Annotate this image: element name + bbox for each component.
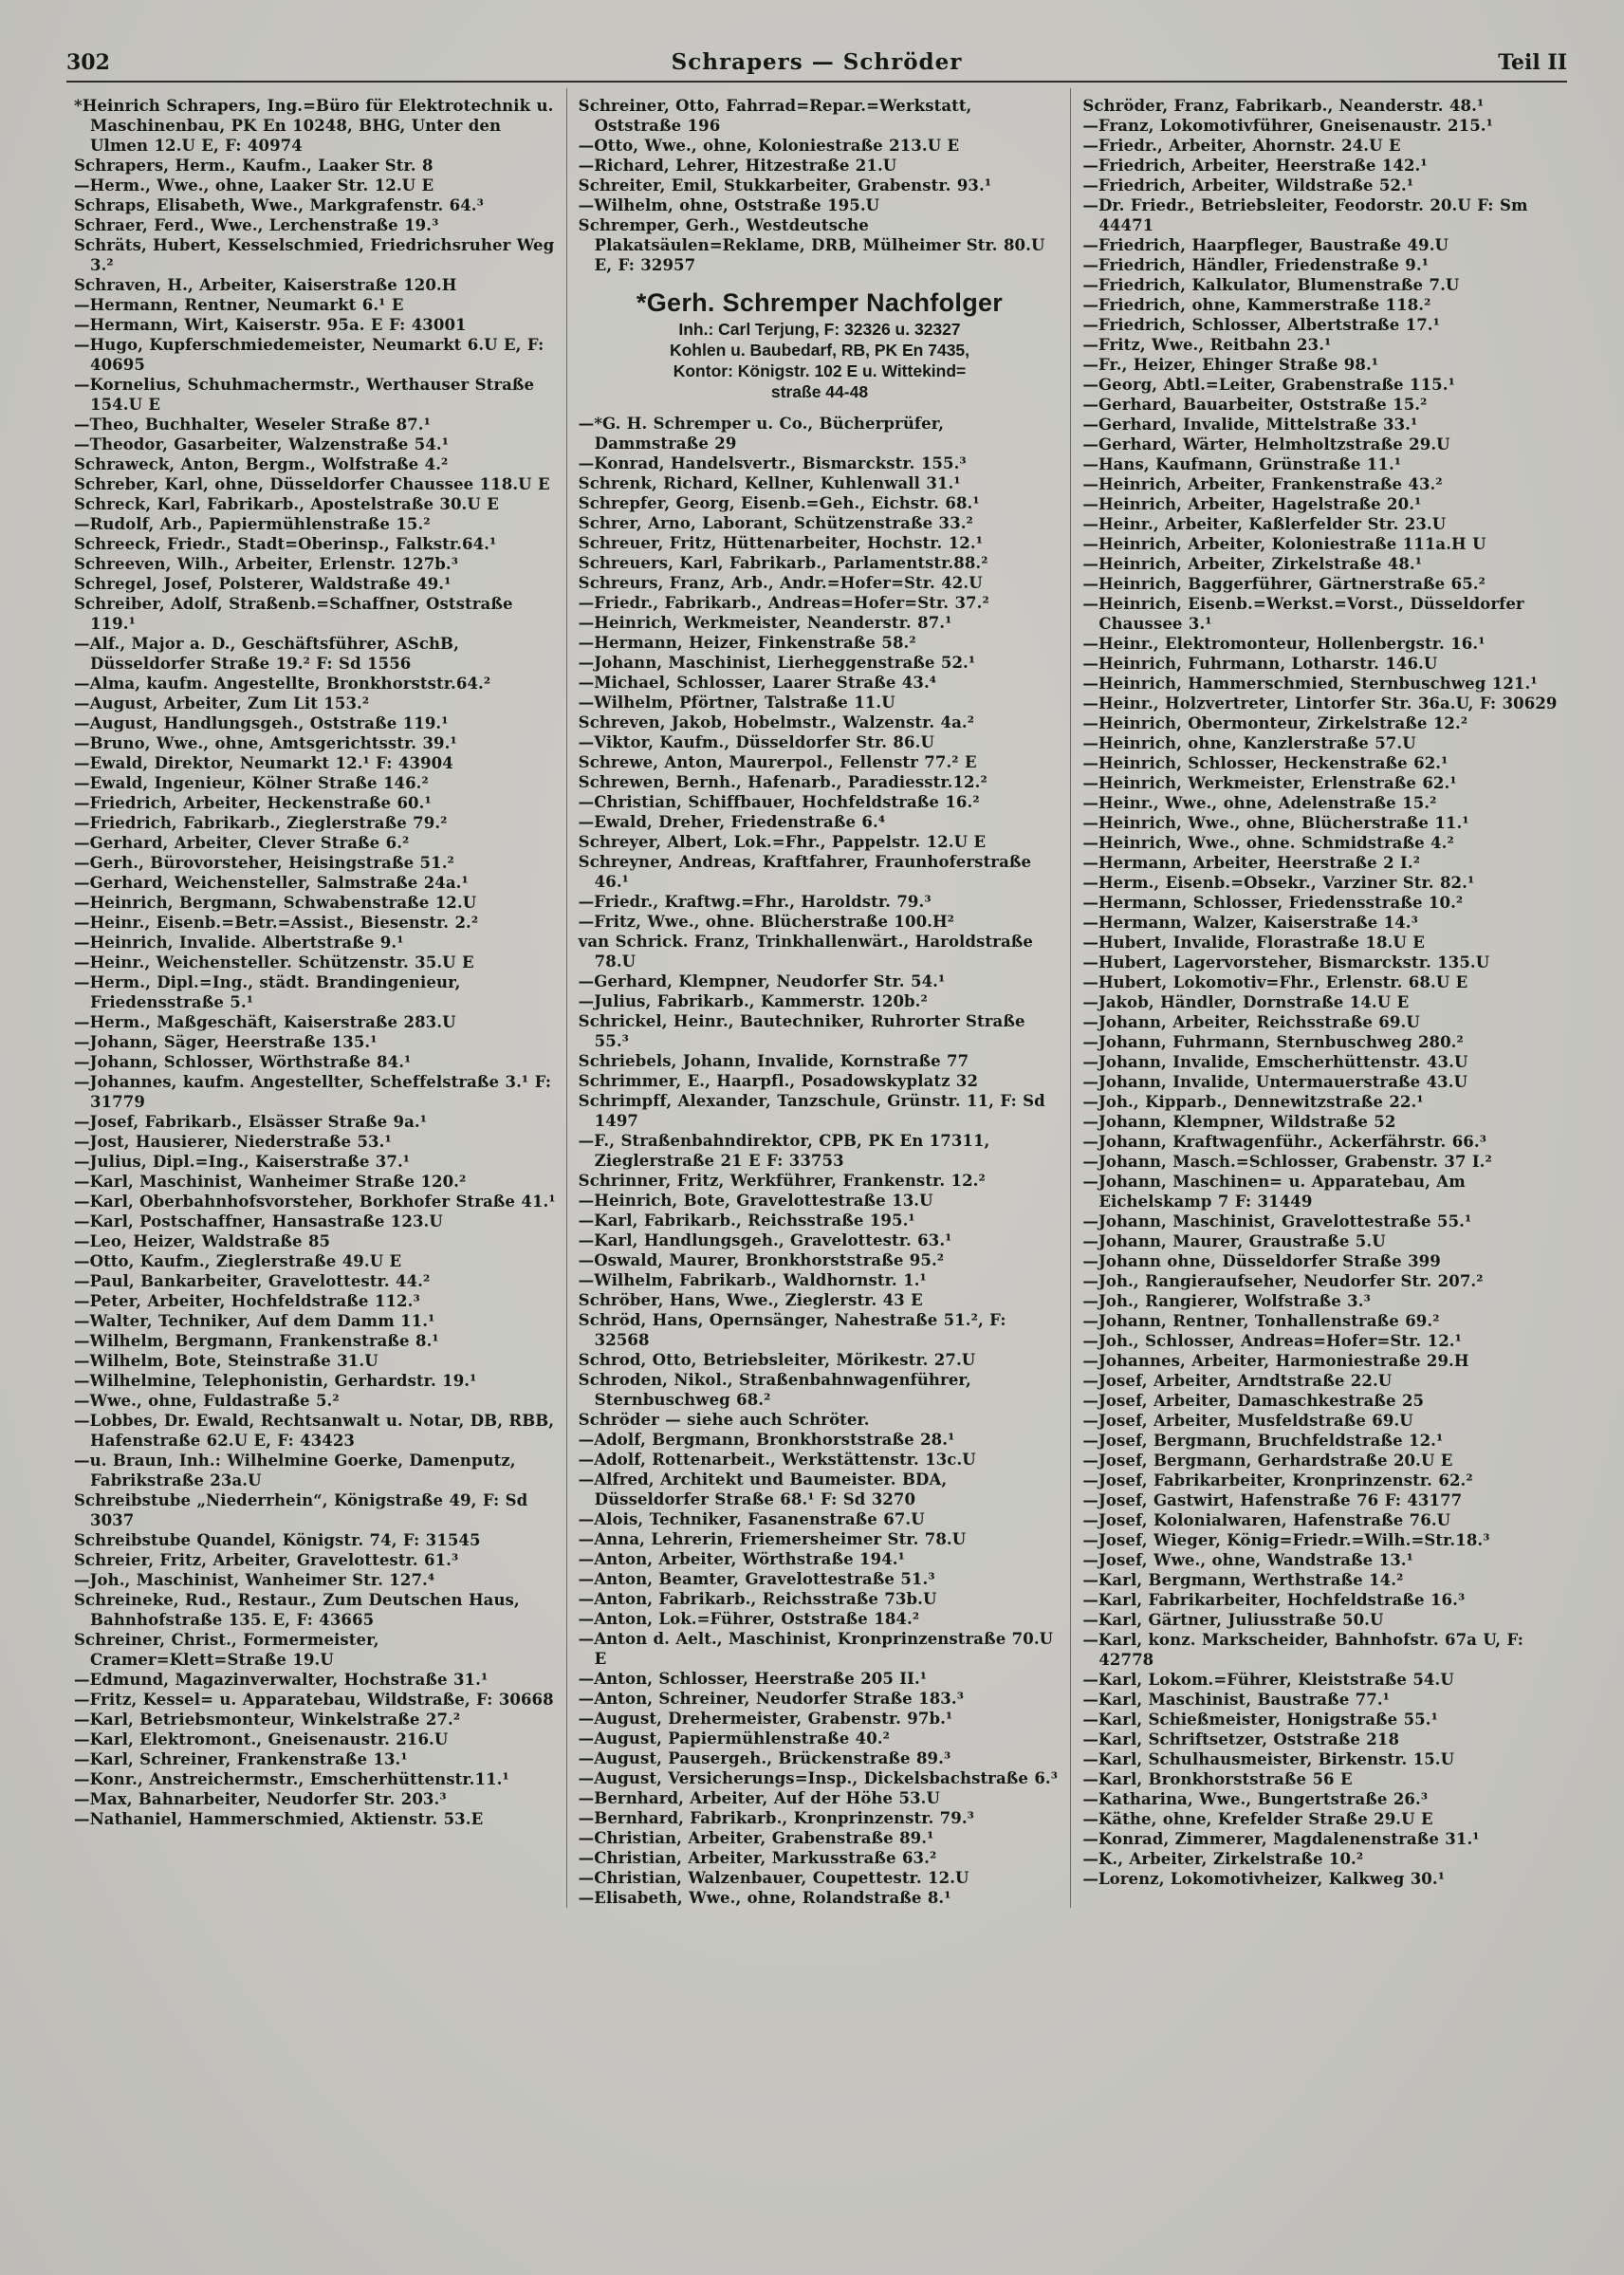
directory-entry: —Joh., Schlosser, Andreas=Hofer=Str. 12.¹ [1082, 1332, 1462, 1350]
directory-entry: —Karl, Bergmann, Werthstraße 14.² [1082, 1571, 1404, 1589]
directory-entry: Schreiber, Adolf, Straßenb.=Schaffner, Oststraße 119.¹ [74, 595, 513, 633]
directory-entry: —Josef, Wieger, König=Friedr.=Wilh.=Str.18.³ [1082, 1531, 1490, 1549]
directory-entry: —Karl, Bronkhorststraße 56 E [1082, 1770, 1353, 1788]
directory-entry: —August, Drehermeister, Grabenstr. 97b.¹ [578, 1710, 953, 1728]
directory-entry: —Gerhard, Wärter, Helmholtzstraße 29.U [1082, 435, 1450, 453]
directory-entry: —Wilhelm, Bergmann, Frankenstraße 8.¹ [74, 1332, 439, 1350]
directory-entry: Schreiter, Emil, Stukkarbeiter, Grabenstr. 93.¹ [578, 176, 992, 194]
directory-entry: Schreber, Karl, ohne, Düsseldorfer Chaussee 118.U E [74, 475, 550, 493]
directory-entry: —Adolf, Rottenarbeit., Werkstättenstr. 13c.U [578, 1451, 976, 1469]
directory-entry: Schreuer, Fritz, Hüttenarbeiter, Hochstr. 12.¹ [578, 534, 984, 552]
directory-entry: —Otto, Kaufm., Zieglerstraße 49.U E [74, 1252, 402, 1270]
directory-entry: —Josef, Gastwirt, Hafenstraße 76 F: 43177 [1082, 1491, 1463, 1509]
directory-entry: —Johann, Invalide, Emscherhüttenstr. 43.U [1082, 1053, 1468, 1071]
directory-entry: —Wilhelmine, Telephonistin, Gerhardstr. 19.¹ [74, 1372, 477, 1390]
directory-entry: —Johann, Maschinen= u. Apparatebau, Am Eichelskamp 7 F: 31449 [1082, 1173, 1466, 1211]
directory-entry: —Alfred, Architekt und Baumeister. BDA, Düsseldorfer Straße 68.¹ F: Sd 3270 [578, 1470, 948, 1508]
directory-entry: —Rudolf, Arb., Papiermühlenstraße 15.² [74, 515, 431, 533]
directory-entry: —Edmund, Magazinverwalter, Hochstraße 31.¹ [74, 1671, 489, 1689]
directory-entry: —August, Arbeiter, Zum Lit 153.² [74, 694, 370, 712]
directory-entry: Schreurs, Franz, Arb., Andr.=Hofer=Str. 42.U [578, 574, 983, 592]
directory-entry: —Johann, Maschinist, Gravelottestraße 55.¹ [1082, 1212, 1472, 1230]
directory-entry: —Karl, Fabrikarbeiter, Hochfeldstraße 16.³ [1082, 1591, 1466, 1609]
directory-entry: Schreven, Jakob, Hobelmstr., Walzenstr. 4a.² [578, 713, 975, 731]
directory-entry: —Peter, Arbeiter, Hochfeldstraße 112.³ [74, 1292, 420, 1310]
directory-entry: Schremper, Gerh., Westdeutsche Plakatsäulen=Reklame, DRB, Mülheimer Str. 80.U E, F: 32957 [578, 216, 1045, 274]
directory-entry: —Johannes, Arbeiter, Harmoniestraße 29.H [1082, 1352, 1469, 1370]
directory-entry: —Franz, Lokomotivführer, Gneisenaustr. 215.¹ [1082, 117, 1493, 135]
directory-entry: —Friedrich, Kalkulator, Blumenstraße 7.U [1082, 276, 1460, 294]
directory-entry: —Hubert, Lagervorsteher, Bismarckstr. 135.U [1082, 953, 1490, 971]
directory-entry: —Hermann, Schlosser, Friedensstraße 10.² [1082, 894, 1464, 912]
directory-entry: —Heinr., Wwe., ohne, Adelenstraße 15.² [1082, 794, 1437, 812]
directory-entry: —Josef, Wwe., ohne, Wandstraße 13.¹ [1082, 1551, 1413, 1569]
directory-entry: —Heinrich, Werkmeister, Erlenstraße 62.¹ [1082, 774, 1457, 792]
directory-entry: —Hermann, Walzer, Kaiserstraße 14.³ [1082, 914, 1418, 932]
directory-entry: —August, Versicherungs=Insp., Dickelsbachstraße 6.³ [578, 1769, 1059, 1787]
directory-entry: —u. Braun, Inh.: Wilhelmine Goerke, Damenputz, Fabrikstraße 23a.U [74, 1452, 516, 1489]
directory-entry: —Johann ohne, Düsseldorfer Straße 399 [1082, 1252, 1441, 1270]
directory-entry: —Heinrich, Baggerführer, Gärtnerstraße 65.² [1082, 575, 1486, 593]
directory-entry: —Georg, Abtl.=Leiter, Grabenstraße 115.¹ [1082, 376, 1455, 394]
directory-entry: —Johann, Klempner, Wildstraße 52 [1082, 1113, 1396, 1131]
directory-entry: —Karl, Maschinist, Baustraße 77.¹ [1082, 1691, 1390, 1709]
directory-entry: —Christian, Walzenbauer, Coupettestr. 12.U [578, 1869, 969, 1887]
directory-entry: —Heinrich, Eisenb.=Werkst.=Vorst., Düsseldorfer Chaussee 3.¹ [1082, 595, 1524, 633]
directory-entry: —Theodor, Gasarbeiter, Walzenstraße 54.¹ [74, 435, 450, 453]
directory-entry: Schrer, Arno, Laborant, Schützenstraße 33.² [578, 514, 973, 532]
advert-line: Kontor: Königstr. 102 E u. Wittekind= [673, 361, 967, 380]
directory-entry: —Hubert, Lokomotiv=Fhr., Erlenstr. 68.U E [1082, 973, 1468, 991]
directory-entry: —Johann, Maschinist, Lierheggenstraße 52.¹ [578, 654, 976, 672]
directory-entry: Schröber, Hans, Wwe., Zieglerstr. 43 E [578, 1291, 923, 1309]
directory-entry: —Christian, Arbeiter, Grabenstraße 89.¹ [578, 1829, 934, 1847]
directory-entry: —Max, Bahnarbeiter, Neudorfer Str. 203.³ [74, 1790, 447, 1808]
directory-entry: —Heinrich, ohne, Kanzlerstraße 57.U [1082, 734, 1416, 752]
directory-entry: —Lobbes, Dr. Ewald, Rechtsanwalt u. Notar, DB, RBB, Hafenstraße 62.U E, F: 43423 [74, 1412, 555, 1450]
directory-entry: —Karl, Handlungsgeh., Gravelottestr. 63.¹ [578, 1231, 952, 1249]
directory-entry: —Friedrich, Arbeiter, Wildstraße 52.¹ [1082, 176, 1414, 194]
directory-entry: —Alma, kaufm. Angestellte, Bronkhorststr.64.² [74, 675, 491, 693]
directory-entry: Schräts, Hubert, Kesselschmied, Friedrichsruher Weg 3.² [74, 236, 555, 274]
directory-entry: —Bernhard, Arbeiter, Auf der Höhe 53.U [578, 1789, 940, 1807]
directory-entry: Schrepfer, Georg, Eisenb.=Geh., Eichstr. 68.¹ [578, 494, 980, 512]
directory-entry: Schreck, Karl, Fabrikarb., Apostelstraße 30.U E [74, 495, 499, 513]
directory-entry: Schrimpff, Alexander, Tanzschule, Grünstr. 11, F: Sd 1497 [578, 1092, 1045, 1130]
directory-entry: —Johann, Maurer, Graustraße 5.U [1082, 1232, 1386, 1250]
column-2 [566, 88, 1071, 1908]
directory-entry: —Gerhard, Invalide, Mittelstraße 33.¹ [1082, 416, 1418, 434]
directory-entry: —Anton, Schlosser, Heerstraße 205 II.¹ [578, 1670, 928, 1688]
directory-entry: Schrewen, Bernh., Hafenarb., Paradiesstr.12.² [578, 773, 987, 791]
directory-entry: —Johann, Fuhrmann, Sternbuschweg 280.² [1082, 1033, 1464, 1051]
directory-entry: —Friedrich, ohne, Kammerstraße 118.² [1082, 296, 1431, 314]
directory-entry: —Hugo, Kupferschmiedemeister, Neumarkt 6.U E, F: 40695 [74, 336, 544, 374]
directory-entry: —Friedrich, Händler, Friedenstraße 9.¹ [1082, 256, 1430, 274]
directory-entry: Schrickel, Heinr., Bautechniker, Ruhrorter Straße 55.³ [578, 1012, 1025, 1050]
directory-entry: —Ewald, Direktor, Neumarkt 12.¹ F: 43904 [74, 754, 453, 772]
directory-entry: —Anton, Lok.=Führer, Oststraße 184.² [578, 1610, 920, 1628]
directory-entry: —Heinrich, Arbeiter, Koloniestraße 111a.H U [1082, 535, 1486, 553]
directory-entry: —Anton d. Aelt., Maschinist, Kronprinzenstraße 70.U E [578, 1630, 1054, 1668]
directory-entry: Schreyner, Andreas, Kraftfahrer, Fraunhoferstraße 46.¹ [578, 853, 1032, 891]
directory-entry: —Karl, Gärtner, Juliusstraße 50.U [1082, 1611, 1384, 1629]
directory-entry: —Heinrich, Bote, Gravelottestraße 13.U [578, 1192, 933, 1210]
directory-entry: —Friedrich, Arbeiter, Heerstraße 142.¹ [1082, 157, 1428, 175]
directory-entry: —Wwe., ohne, Fuldastraße 5.² [74, 1392, 340, 1410]
directory-entry: Schrod, Otto, Betriebsleiter, Mörikestr. 27.U [578, 1351, 976, 1369]
directory-entry: —Gerhard, Arbeiter, Clever Straße 6.² [74, 834, 410, 852]
directory-entry: —Hans, Kaufmann, Grünstraße 11.¹ [1082, 455, 1402, 473]
directory-entry: —Kornelius, Schuhmachermstr., Werthauser Straße 154.U E [74, 376, 535, 414]
directory-entry: —Karl, Elektromont., Gneisenaustr. 216.U [74, 1730, 449, 1748]
directory-entry: Schreiner, Christ., Formermeister, Cramer=Klett=Straße 19.U [74, 1631, 379, 1669]
directory-entry: Schreier, Fritz, Arbeiter, Gravelottestr. 61.³ [74, 1551, 459, 1569]
directory-entry: —Heinrich, Bergmann, Schwabenstraße 12.U [74, 894, 477, 912]
directory-entry: —Herm., Eisenb.=Obsekr., Varziner Str. 82.¹ [1082, 874, 1475, 892]
directory-entry: —Oswald, Maurer, Bronkhorststraße 95.² [578, 1251, 945, 1269]
directory-entry: Schreuers, Karl, Fabrikarb., Parlamentstr.88.² [578, 554, 988, 572]
directory-entry: —Heinr., Weichensteller. Schützenstr. 35.U E [74, 953, 474, 971]
directory-entry: Schroden, Nikol., Straßenbahnwagenführer, Sternbuschweg 68.² [578, 1371, 971, 1409]
page-number: 302 [66, 50, 110, 75]
directory-entry: —Heinrich, Wwe., ohne. Schmidstraße 4.² [1082, 834, 1454, 852]
directory-entry: —Alf., Major a. D., Geschäftsführer, ASchB, Düsseldorfer Straße 19.² F: Sd 1556 [74, 635, 459, 673]
directory-entry: —Joh., Kipparb., Dennewitzstraße 22.¹ [1082, 1093, 1424, 1111]
directory-entry: —Leo, Heizer, Waldstraße 85 [74, 1232, 331, 1250]
directory-entry: Schreeck, Friedr., Stadt=Oberinsp., Falkstr.64.¹ [74, 535, 497, 553]
directory-entry: —Josef, Arbeiter, Arndtstraße 22.U [1082, 1372, 1393, 1390]
directory-entry: Schreyer, Albert, Lok.=Fhr., Pappelstr. 12.U E [578, 833, 987, 851]
directory-entry: —Ewald, Dreher, Friedenstraße 6.⁴ [578, 813, 886, 831]
page-header [66, 49, 1567, 83]
directory-entry: Schraer, Ferd., Wwe., Lerchenstraße 19.³ [74, 216, 439, 234]
directory-entry: —Gerhard, Bauarbeiter, Oststraße 15.² [1082, 396, 1428, 414]
directory-entry: —Walter, Techniker, Auf dem Damm 11.¹ [74, 1312, 435, 1330]
directory-entry: —Herm., Wwe., ohne, Laaker Str. 12.U E [74, 176, 434, 194]
directory-entry: —Hermann, Wirt, Kaiserstr. 95a. E F: 43001 [74, 316, 467, 334]
directory-entry: Schrinner, Fritz, Werkführer, Frankenstr. 12.² [578, 1172, 986, 1190]
directory-entry: —Fr., Heizer, Ehinger Straße 98.¹ [1082, 356, 1379, 374]
directory-entry: Schreeven, Wilh., Arbeiter, Erlenstr. 127b.³ [74, 555, 459, 573]
directory-entry: Schraven, H., Arbeiter, Kaiserstraße 120.H [74, 276, 457, 294]
directory-entry: —Herm., Dipl.=Ing., städt. Brandingenieur, Friedensstraße 5.¹ [74, 973, 461, 1011]
directory-entry: —Heinrich, Obermonteur, Zirkelstraße 12.² [1082, 714, 1468, 732]
directory-entry: Schrapers, Herm., Kaufm., Laaker Str. 8 [74, 157, 434, 175]
directory-entry: —Heinrich, Arbeiter, Hagelstraße 20.¹ [1082, 495, 1422, 513]
directory-entry: Schröd, Hans, Opernsänger, Nahestraße 51.², F: 32568 [578, 1311, 1006, 1349]
directory-entry: Schriebels, Johann, Invalide, Kornstraße 77 [578, 1052, 969, 1070]
directory-entry: —Karl, Betriebsmonteur, Winkelstraße 27.² [74, 1711, 461, 1729]
directory-entry: —August, Pausergeh., Brückenstraße 89.³ [578, 1749, 951, 1767]
directory-entry: —Karl, Schießmeister, Honigstraße 55.¹ [1082, 1711, 1438, 1729]
directory-entry: —Johann, Rentner, Tonhallenstraße 69.² [1082, 1312, 1440, 1330]
directory-entry: —Viktor, Kaufm., Düsseldorfer Str. 86.U [578, 733, 934, 751]
directory-entry: —Anton, Schreiner, Neudorfer Straße 183.³ [578, 1690, 965, 1708]
directory-entry: —Alois, Techniker, Fasanenstraße 67.U [578, 1510, 925, 1528]
directory-entry: —Heinrich, Arbeiter, Frankenstraße 43.² [1082, 475, 1443, 493]
directory-entry: —Theo, Buchhalter, Weseler Straße 87.¹ [74, 416, 431, 434]
directory-entry: —Nathaniel, Hammerschmied, Aktienstr. 53.E [74, 1810, 484, 1828]
directory-entry: —Anna, Lehrerin, Friemersheimer Str. 78.U [578, 1530, 967, 1548]
directory-entry: —Richard, Lehrer, Hitzestraße 21.U [578, 157, 897, 175]
directory-entry: —Katharina, Wwe., Bungertstraße 26.³ [1082, 1790, 1429, 1808]
directory-entry: —Paul, Bankarbeiter, Gravelottestr. 44.² [74, 1272, 431, 1290]
directory-entry: —Josef, Fabrikarbeiter, Kronprinzenstr. 62.² [1082, 1471, 1473, 1489]
directory-entry: —*G. H. Schremper u. Co., Bücherprüfer, Dammstraße 29 [578, 415, 945, 453]
directory-entry: —Johannes, kaufm. Angestellter, Scheffelstraße 3.¹ F: 31779 [74, 1073, 552, 1111]
advert-line: Kohlen u. Baubedarf, RB, PK En 7435, [669, 341, 970, 360]
directory-entry: —Wilhelm, ohne, Oststraße 195.U [578, 196, 880, 214]
directory-entry: —Friedrich, Haarpfleger, Baustraße 49.U [1082, 236, 1449, 254]
directory-entry: —Johann, Invalide, Untermauerstraße 43.U [1082, 1073, 1468, 1091]
directory-entry: —Gerh., Bürovorsteher, Heisingstraße 51.² [74, 854, 454, 872]
directory-entry: —Josef, Bergmann, Bruchfeldstraße 12.¹ [1082, 1432, 1444, 1450]
directory-entry: —Hermann, Heizer, Finkenstraße 58.² [578, 634, 916, 652]
directory-entry: —Josef, Arbeiter, Damaschkestraße 25 [1082, 1392, 1425, 1410]
directory-entry: —Fritz, Wwe., Reitbahn 23.¹ [1082, 336, 1332, 354]
directory-entry: —Fritz, Kessel= u. Apparatebau, Wildstraße, F: 30668 [74, 1691, 554, 1709]
directory-entry: —August, Papiermühlenstraße 40.² [578, 1729, 890, 1748]
directory-entry: —Karl, Postschaffner, Hansastraße 123.U [74, 1212, 443, 1230]
directory-entry: Schröder, Franz, Fabrikarb., Neanderstr. 48.¹ [1082, 97, 1485, 115]
directory-entry: —Heinrich, Wwe., ohne, Blücherstraße 11.¹ [1082, 814, 1469, 832]
directory-entry: Schrewe, Anton, Maurerpol., Fellenstr 77.² E [578, 753, 977, 771]
directory-entry: —August, Handlungsgeh., Oststraße 119.¹ [74, 714, 449, 732]
directory-entry: —Jost, Hausierer, Niederstraße 53.¹ [74, 1133, 392, 1151]
directory-entry: —Friedr., Kraftwg.=Fhr., Haroldstr. 79.³ [578, 893, 932, 911]
directory-entry: *Heinrich Schrapers, Ing.=Büro für Elektrotechnik u. Maschinenbau, PK En 10248, BHG, Unter den Ulmen 12.U E, F: 40974 [74, 97, 554, 155]
directory-entry: —Konr., Anstreichermstr., Emscherhüttenstr.11.¹ [74, 1770, 509, 1788]
directory-entry: —Anton, Arbeiter, Wörthstraße 194.¹ [578, 1550, 905, 1568]
directory-entry: —Konrad, Handelsvertr., Bismarckstr. 155.³ [578, 454, 967, 472]
directory-entry: —Wilhelm, Bote, Steinstraße 31.U [74, 1352, 378, 1370]
directory-entry: —Jakob, Händler, Dornstraße 14.U E [1082, 993, 1410, 1011]
advert-entry [579, 285, 1061, 406]
directory-entry: —Karl, Lokom.=Führer, Kleiststraße 54.U [1082, 1671, 1454, 1689]
directory-entry: Schraps, Elisabeth, Wwe., Markgrafenstr. 64.³ [74, 196, 484, 214]
directory-entry: —Käthe, ohne, Krefelder Straße 29.U E [1082, 1810, 1433, 1828]
directory-entry: —Julius, Fabrikarb., Kammerstr. 120b.² [578, 992, 928, 1010]
column-container [63, 88, 1575, 1908]
directory-entry: —Heinrich, Invalide. Albertstraße 9.¹ [74, 934, 404, 952]
directory-entry: —Anton, Beamter, Gravelottestraße 51.³ [578, 1570, 935, 1588]
directory-entry: Schreineke, Rud., Restaur., Zum Deutschen Haus, Bahnhofstraße 135. E, F: 43665 [74, 1591, 520, 1629]
directory-entry: —Gerhard, Weichensteller, Salmstraße 24a.¹ [74, 874, 469, 892]
column-1 [63, 88, 566, 1908]
directory-entry: —Konrad, Zimmerer, Magdalenenstraße 31.¹ [1082, 1830, 1480, 1848]
directory-entry: —Johann, Kraftwagenführ., Ackerfährstr. 66.³ [1082, 1133, 1487, 1151]
directory-entry: Schreibstube „Niederrhein“, Königstraße 49, F: Sd 3037 [74, 1491, 528, 1529]
directory-entry: —Bruno, Wwe., ohne, Amtsgerichtsstr. 39.¹ [74, 734, 457, 752]
directory-entry: van Schrick. Franz, Trinkhallenwärt., Haroldstraße 78.U [578, 933, 1033, 971]
directory-entry: —Karl, Maschinist, Wanheimer Straße 120.² [74, 1173, 467, 1191]
directory-entry: —Josef, Bergmann, Gerhardstraße 20.U E [1082, 1452, 1453, 1470]
directory-entry: Schraweck, Anton, Bergm., Wolfstraße 4.² [74, 455, 449, 473]
directory-entry: —F., Straßenbahndirektor, CPB, PK En 17311, Zieglerstraße 21 E F: 33753 [578, 1132, 990, 1170]
directory-entry: —Fritz, Wwe., ohne. Blücherstraße 100.H² [578, 913, 955, 931]
directory-entry: —Karl, konz. Markscheider, Bahnhofstr. 67a U, F: 42778 [1082, 1631, 1523, 1669]
directory-entry: —Joh., Maschinist, Wanheimer Str. 127.⁴ [74, 1571, 435, 1589]
directory-entry: —Heinr., Holzvertreter, Lintorfer Str. 36a.U, F: 30629 [1082, 694, 1558, 712]
directory-entry: —Ewald, Ingenieur, Kölner Straße 146.² [74, 774, 429, 792]
directory-entry: —Johann, Arbeiter, Reichsstraße 69.U [1082, 1013, 1420, 1031]
directory-entry: —Joh., Rangieraufseher, Neudorfer Str. 207.² [1082, 1272, 1484, 1290]
directory-entry: —Friedrich, Schlosser, Albertstraße 17.¹ [1082, 316, 1440, 334]
directory-entry: —Heinrich, Fuhrmann, Lotharstr. 146.U [1082, 655, 1438, 673]
directory-entry: —Gerhard, Klempner, Neudorfer Str. 54.¹ [578, 972, 946, 990]
directory-entry: —Friedr., Arbeiter, Ahornstr. 24.U E [1082, 137, 1401, 155]
directory-entry: —Johann, Säger, Heerstraße 135.¹ [74, 1033, 378, 1051]
directory-entry: —Joh., Rangierer, Wolfstraße 3.³ [1082, 1292, 1371, 1310]
directory-entry: —Heinr., Elektromonteur, Hollenbergstr. 16.¹ [1082, 635, 1486, 653]
advert-line: straße 44-48 [770, 382, 869, 401]
directory-entry: Schregel, Josef, Polsterer, Waldstraße 49.¹ [74, 575, 452, 593]
directory-entry: —Karl, Fabrikarb., Reichsstraße 195.¹ [578, 1211, 915, 1230]
directory-entry: —Heinrich, Schlosser, Heckenstraße 62.¹ [1082, 754, 1449, 772]
directory-entry: —Herm., Maßgeschäft, Kaiserstraße 283.U [74, 1013, 456, 1031]
directory-entry: —Josef, Kolonialwaren, Hafenstraße 76.U [1082, 1511, 1451, 1529]
directory-entry: —Josef, Fabrikarb., Elsässer Straße 9a.¹ [74, 1113, 428, 1131]
directory-entry: —Wilhelm, Pförtner, Talstraße 11.U [578, 694, 895, 712]
directory-entry: —Christian, Schiffbauer, Hochfeldstraße 16.² [578, 793, 980, 811]
directory-entry: —Hubert, Invalide, Florastraße 18.U E [1082, 934, 1425, 952]
directory-entry: —K., Arbeiter, Zirkelstraße 10.² [1082, 1850, 1364, 1868]
part-label: Teil II [1498, 50, 1567, 75]
directory-entry: —Anton, Fabrikarb., Reichsstraße 73b.U [578, 1590, 937, 1608]
directory-entry: —Heinr., Arbeiter, Kaßlerfelder Str. 23.U [1082, 515, 1447, 533]
directory-entry: Schröder — siehe auch Schröter. [578, 1411, 870, 1429]
directory-entry: —Karl, Schriftsetzer, Oststraße 218 [1082, 1730, 1400, 1748]
directory-entry: —Karl, Schulhausmeister, Birkenstr. 15.U [1082, 1750, 1455, 1768]
directory-entry: —Lorenz, Lokomotivheizer, Kalkweg 30.¹ [1082, 1870, 1446, 1888]
directory-entry: Schreibstube Quandel, Königstr. 74, F: 31545 [74, 1531, 481, 1549]
directory-entry: —Otto, Wwe., ohne, Koloniestraße 213.U E [578, 137, 960, 155]
advert-title: *Gerh. Schremper Nachfolger [636, 288, 1004, 317]
directory-entry: —Hermann, Rentner, Neumarkt 6.¹ E [74, 296, 404, 314]
directory-entry: —Julius, Dipl.=Ing., Kaiserstraße 37.¹ [74, 1153, 411, 1171]
directory-entry: —Karl, Schreiner, Frankenstraße 13.¹ [74, 1750, 408, 1768]
directory-entry: —Friedr., Fabrikarb., Andreas=Hofer=Str. 37.² [578, 594, 989, 612]
directory-entry: —Elisabeth, Wwe., ohne, Rolandstraße 8.¹ [578, 1889, 951, 1907]
directory-entry: —Heinrich, Arbeiter, Zirkelstraße 48.¹ [1082, 555, 1423, 573]
directory-entry: —Josef, Arbeiter, Musfeldstraße 69.U [1082, 1412, 1413, 1430]
advert-line: Inh.: Carl Terjung, F: 32326 u. 32327 [678, 320, 961, 339]
directory-entry: —Michael, Schlosser, Laarer Straße 43.⁴ [578, 674, 937, 692]
directory-entry: —Heinr., Eisenb.=Betr.=Assist., Biesenstr. 2.² [74, 914, 479, 932]
directory-entry: —Johann, Schlosser, Wörthstraße 84.¹ [74, 1053, 412, 1071]
directory-entry: Schreiner, Otto, Fahrrad=Repar.=Werkstatt, Oststraße 196 [578, 97, 972, 135]
directory-entry: —Friedrich, Fabrikarb., Zieglerstraße 79.² [74, 814, 448, 832]
directory-entry: —Christian, Arbeiter, Markusstraße 63.² [578, 1849, 937, 1867]
directory-entry: Schrimmer, E., Haarpfl., Posadowskyplatz 32 [578, 1072, 979, 1090]
directory-entry: —Dr. Friedr., Betriebsleiter, Feodorstr. 20.U F: Sm 44471 [1082, 196, 1528, 234]
directory-entry: —Hermann, Arbeiter, Heerstraße 2 I.² [1082, 854, 1421, 872]
directory-entry: —Bernhard, Fabrikarb., Kronprinzenstr. 79.³ [578, 1809, 975, 1827]
directory-entry: —Adolf, Bergmann, Bronkhorststraße 28.¹ [578, 1431, 955, 1449]
page-title: Schrapers — Schröder [671, 49, 963, 75]
directory-entry: —Karl, Oberbahnhofsvorsteher, Borkhofer Straße 41.¹ [74, 1193, 556, 1211]
directory-entry: —Heinrich, Hammerschmied, Sternbuschweg 121.¹ [1082, 675, 1538, 693]
directory-entry: —Friedrich, Arbeiter, Heckenstraße 60.¹ [74, 794, 432, 812]
directory-entry: —Wilhelm, Fabrikarb., Waldhornstr. 1.¹ [578, 1271, 927, 1289]
directory-entry: —Heinrich, Werkmeister, Neanderstr. 87.¹ [578, 614, 952, 632]
directory-entry: Schrenk, Richard, Kellner, Kuhlenwall 31.¹ [578, 474, 961, 492]
directory-entry: —Johann, Masch.=Schlosser, Grabenstr. 37 I.² [1082, 1153, 1492, 1171]
column-3 [1070, 88, 1575, 1908]
